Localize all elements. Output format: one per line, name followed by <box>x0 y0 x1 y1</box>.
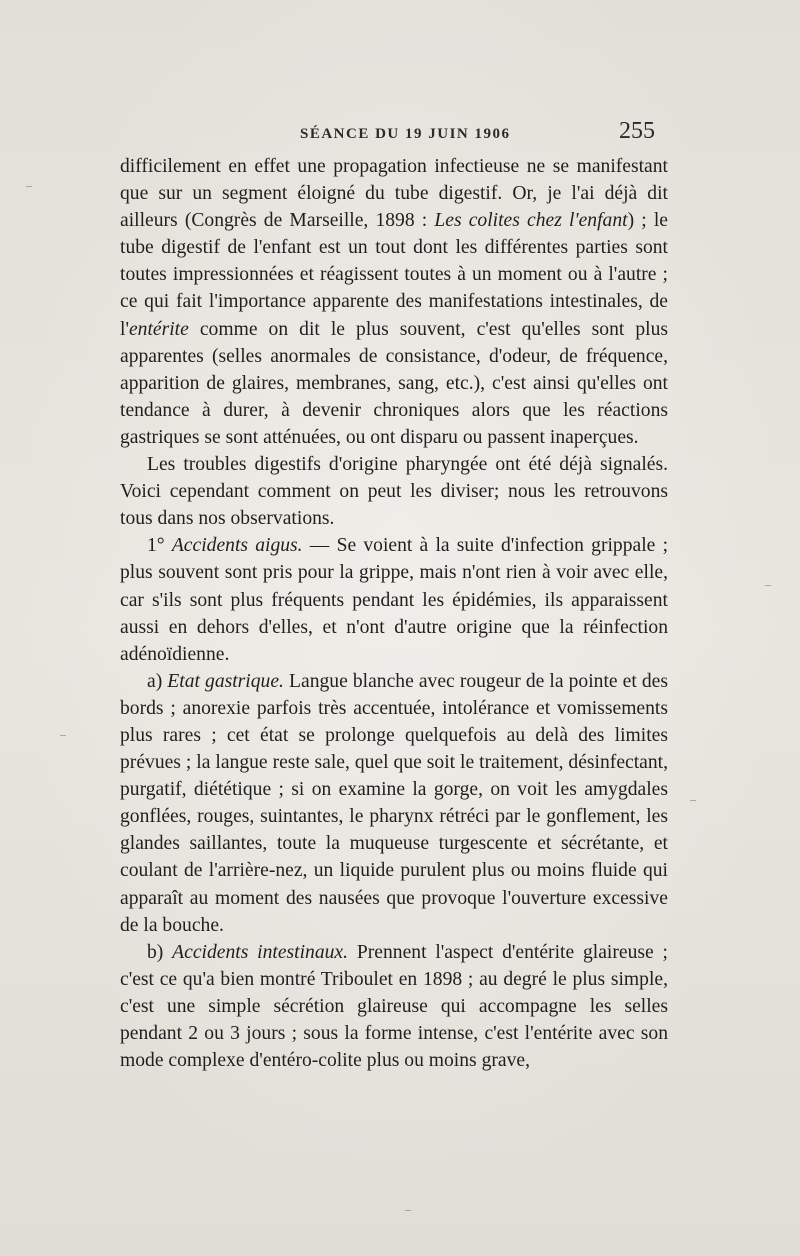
page-number: 255 <box>619 118 655 144</box>
paragraph-1-text-a: difficilement en effet une propagation infectieuse ne se manifestant que sur un segment éloigné du tube digestif. Or, je l'ai déjà dit ailleurs (Congrès de Marseille, 1898 : <box>120 156 668 232</box>
paragraph-5-label: b) <box>147 941 173 963</box>
paragraph-5 <box>120 939 668 1074</box>
paragraph-1-text-c: comme on dit le plus souvent, c'est qu'elles sont plus apparentes (selles anormales de consistance, d'odeur, de fréquence, apparition de glaires, membranes, sang, etc.), c'est ainsi qu'elles ont tendance à durer, à devenir chroniques alors que les réactions gastriques se sont atténuées, ou ont disparu ou passent inaperçues. <box>120 318 668 448</box>
paragraph-2 <box>120 451 668 532</box>
paragraph-3-heading: Accidents aigus. <box>171 535 303 557</box>
paragraph-4 <box>120 668 668 939</box>
paper-speck <box>26 186 32 187</box>
paragraph-4-heading: Etat gastrique. <box>167 670 284 692</box>
paragraph-3-number: 1° <box>147 535 172 557</box>
paragraph-3 <box>120 532 668 667</box>
paper-speck <box>765 585 771 586</box>
paragraph-5-text: Prennent l'aspect d'entérite glaireuse ; c'est ce qu'a bien montré Triboulet en 1898 ; au degré le plus simple, c'est une simple sécrétion glaireuse qui accompagne les selles pendant 2 ou 3 jours ; sous la forme intense, c'est l'entérite avec son mode complexe d'entéro-colite plus ou moins grave, <box>120 941 668 1072</box>
paragraph-5-heading: Accidents intestinaux. <box>172 941 349 963</box>
running-title: SÉANCE DU 19 JUIN 1906 <box>300 126 511 142</box>
paragraph-1-citation-title: Les colites chez l'enfant <box>434 210 628 232</box>
body-text <box>120 153 668 1074</box>
paragraph-3-text: — Se voient à la suite d'infection grippale ; plus souvent sont pris pour la grippe, mais n'ont rien à voir avec elle, car s'ils sont plus fréquents pendant les épidémies, ils apparaissent aussi en dehors d'elles, et n'ont d'autre origine que la réinfection adénoïdienne. <box>120 535 669 665</box>
paragraph-1-emphasis: entérite <box>128 318 189 340</box>
paragraph-2-text: Les troubles digestifs d'origine pharyngée ont été déjà signalés. Voici cependant comment on peut les diviser; nous les retrouvons tous dans nos observations. <box>120 454 668 530</box>
running-head <box>120 118 655 146</box>
paragraph-4-text: Langue blanche avec rougeur de la pointe et des bords ; anorexie parfois très accentuée, intolérance et vomissements plus rares ; cet état se prolonge quelquefois au delà des limites prévues ; la langue reste sale, quel que soit le traitement, désinfectant, purgatif, diététique ; si on examine la gorge, on voit les amygdales gonflées, rouges, suintantes, le pharynx rétréci par le gonflement, les glandes saillantes, toute la muqueuse turgescente et sécrétante, et coulant de l'arrière-nez, un liquide purulent plus ou moins fluide qui apparaît au moment des nausées que provoque l'ouverture excessive de la bouche. <box>120 670 668 936</box>
paragraph-4-label: a) <box>147 670 168 692</box>
paper-speck <box>60 735 66 736</box>
paragraph-1-text-b: ) ; le tube digestif de l'enfant est un tout dont les différentes parties sont toutes impressionnées et réagissent toutes à un moment ou à l'autre ; ce qui fait l'importance apparente des manifestations intestinales, de l' <box>120 210 668 340</box>
paper-speck <box>405 1210 411 1211</box>
paper-speck <box>690 800 696 801</box>
paragraph-1 <box>120 153 668 451</box>
